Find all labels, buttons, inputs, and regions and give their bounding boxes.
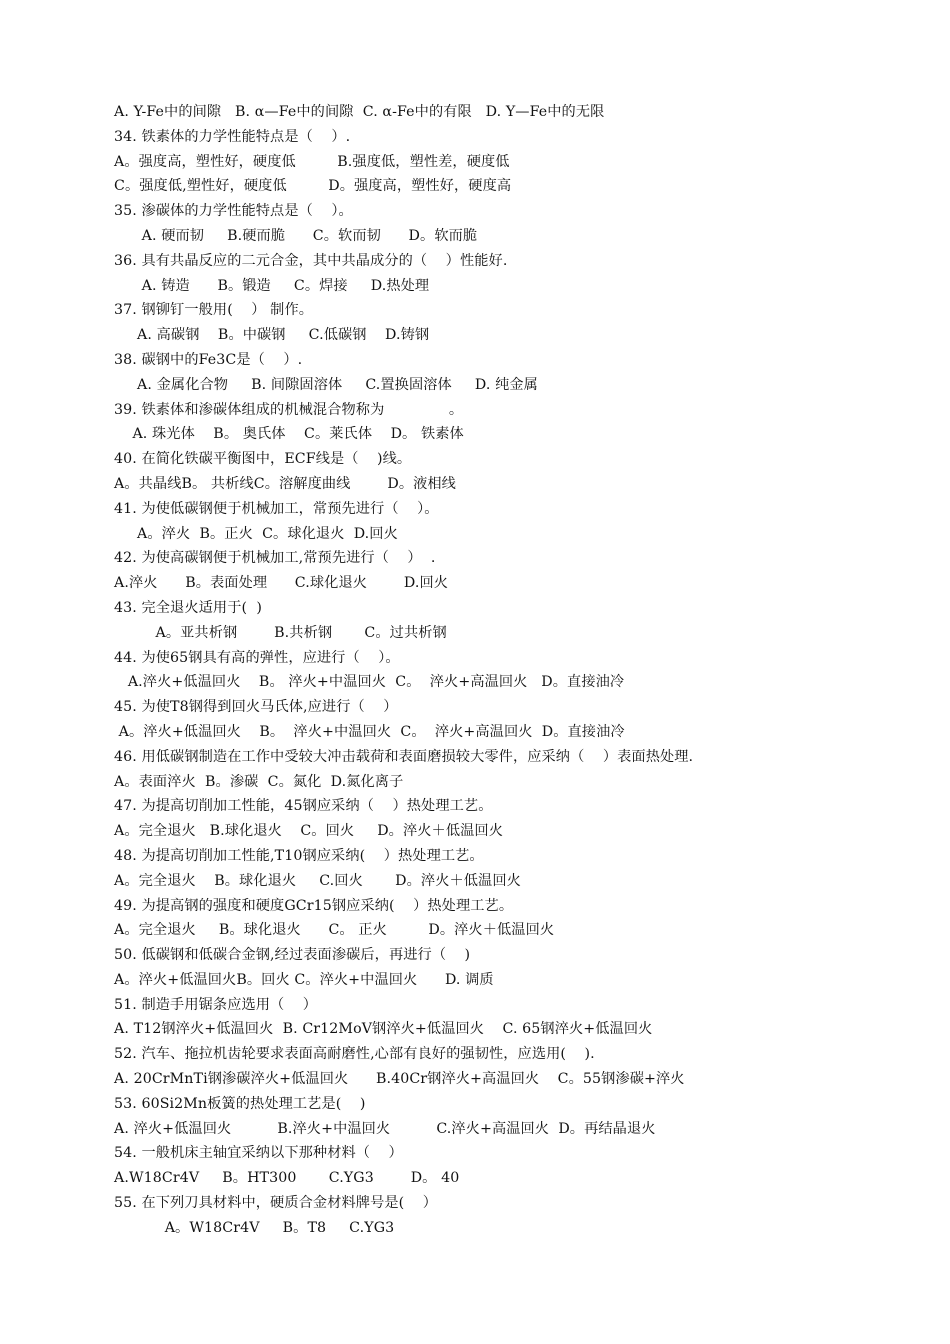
text-line: A. 20CrMnTi钢渗碳淬火+低温回火 B.40Cr钢淬火+高温回火 C。55钢渗碳+淬火 <box>114 1071 685 1088</box>
text-line: A。W18Cr4V B。T8 C.YG3 <box>114 1219 395 1236</box>
text-line: A。完全退火 B。球化退火 C.回火 D。淬火＋低温回火 <box>114 872 521 889</box>
text-line: A.W18Cr4V B。HT300 C.YG3 D。 40 <box>114 1170 460 1187</box>
question-54: 54. 一般机床主轴宜采纳以下那种材料（ ） <box>114 1145 403 1162</box>
question-49: 49. 为提高钢的强度和硬度GCr15钢应采纳( ）热处理工艺。 <box>114 897 514 914</box>
question-list <box>114 100 924 1241</box>
question-36: 36. 具有共晶反应的二元合金，其中共晶成分的（ ）性能好. <box>114 252 508 269</box>
question-45: 45. 为使T8钢得到回火马氏体,应进行（ ） <box>114 699 398 716</box>
question-35: 35. 渗碳体的力学性能特点是（ ）。 <box>114 203 353 220</box>
question-34: 34. 铁素体的力学性能特点是（ ）. <box>114 128 351 145</box>
question-41: 41. 为使低碳钢便于机械加工，常预先进行（ ）。 <box>114 500 439 517</box>
question-47: 47. 为提高切削加工性能，45钢应采纳（ ）热处理工艺。 <box>114 798 493 815</box>
text-line: A。表面淬火 B。渗碳 C。氮化 D.氮化离子 <box>114 773 404 790</box>
question-38: 38. 碳钢中的Fe3C是（ ）. <box>114 351 303 368</box>
text-line: A。淬火 B。正火 C。球化退火 D.回火 <box>114 525 398 542</box>
text-line: A。完全退火 B。球化退火 C。 正火 D。淬火＋低温回火 <box>114 922 555 939</box>
text-line: A. T12钢淬火+低温回火 B. Cr12MoV钢淬火+低温回火 C. 65钢淬火+低温回火 <box>114 1021 653 1038</box>
text-line: A. 珠光体 B。 奥氏体 C。莱氏体 D。 铁素体 <box>114 426 464 443</box>
text-line: A. 金属化合物 B. 间隙固溶体 C.置换固溶体 D. 纯金属 <box>114 376 538 393</box>
text-line: A. 硬而韧 B.硬而脆 C。软而韧 D。软而脆 <box>114 227 478 244</box>
question-37: 37. 钢铆钉一般用( ） 制作。 <box>114 302 314 319</box>
question-53: 53. 60Si2Mn板簧的热处理工艺是( ) <box>114 1095 366 1112</box>
text-line: A.淬火+低温回火 B。 淬火+中温回火 C。 淬火+高温回火 D。直接油冷 <box>114 674 625 691</box>
text-line: A。共晶线B。 共析线C。溶解度曲线 D。液相线 <box>114 475 456 492</box>
text-line: A。强度高，塑性好，硬度低 B.强度低，塑性差，硬度低 <box>114 153 510 170</box>
question-50: 50. 低碳钢和低碳合金钢,经过表面渗碳后，再进行（ ) <box>114 947 471 964</box>
text-line: A. 铸造 B。锻造 C。焊接 D.热处理 <box>114 277 430 294</box>
text-line: A。淬火+低温回火 B。 淬火+中温回火 C。 淬火+高温回火 D。直接油冷 <box>114 723 625 740</box>
text-line: A. 淬火+低温回火 B.淬火+中温回火 C.淬火+高温回火 D。再结晶退火 <box>114 1120 656 1137</box>
text-line: C。强度低,塑性好，硬度低 D。强度高，塑性好，硬度高 <box>114 178 512 195</box>
question-52: 52. 汽车、拖拉机齿轮要求表面高耐磨性,心部有良好的强韧性，应选用( ). <box>114 1046 595 1063</box>
question-55: 55. 在下列刀具材料中，硬质合金材料牌号是( ） <box>114 1195 438 1212</box>
question-44: 44. 为使65钢具有高的弹性，应进行（ ）。 <box>114 649 400 666</box>
question-42: 42. 为使高碳钢便于机械加工,常预先进行（ ） . <box>114 550 436 567</box>
question-46: 46. 用低碳钢制造在工作中受较大冲击载荷和表面磨损较大零件，应采纳（ ）表面热处理. <box>114 748 694 765</box>
text-line: A。完全退火 B.球化退火 C。回火 D。淬火＋低温回火 <box>114 823 503 840</box>
text-line: A.淬火 B。表面处理 C.球化退火 D.回火 <box>114 575 449 592</box>
text-line: A. 高碳钢 B。中碳钢 C.低碳钢 D.铸钢 <box>114 327 430 344</box>
text-line: A. Y-Fe中的间隙 B. α—Fe中的间隙 C. α-Fe中的有限 D. Y—Fe中的无限 <box>114 104 605 120</box>
question-39: 39. 铁素体和渗碳体组成的机械混合物称为 。 <box>114 401 464 418</box>
text-line: A。淬火+低温回火B。回火 C。淬火+中温回火 D. 调质 <box>114 971 494 988</box>
text-line: A。亚共析钢 B.共析钢 C。过共析钢 <box>114 624 447 641</box>
question-40: 40. 在简化铁碳平衡图中，ECF线是（ )线。 <box>114 451 412 468</box>
question-51: 51. 制造手用锯条应选用（ ） <box>114 996 318 1013</box>
question-48: 48. 为提高切削加工性能,T10钢应采纳( ）热处理工艺。 <box>114 847 484 864</box>
question-43: 43. 完全退火适用于( ) <box>114 599 262 616</box>
